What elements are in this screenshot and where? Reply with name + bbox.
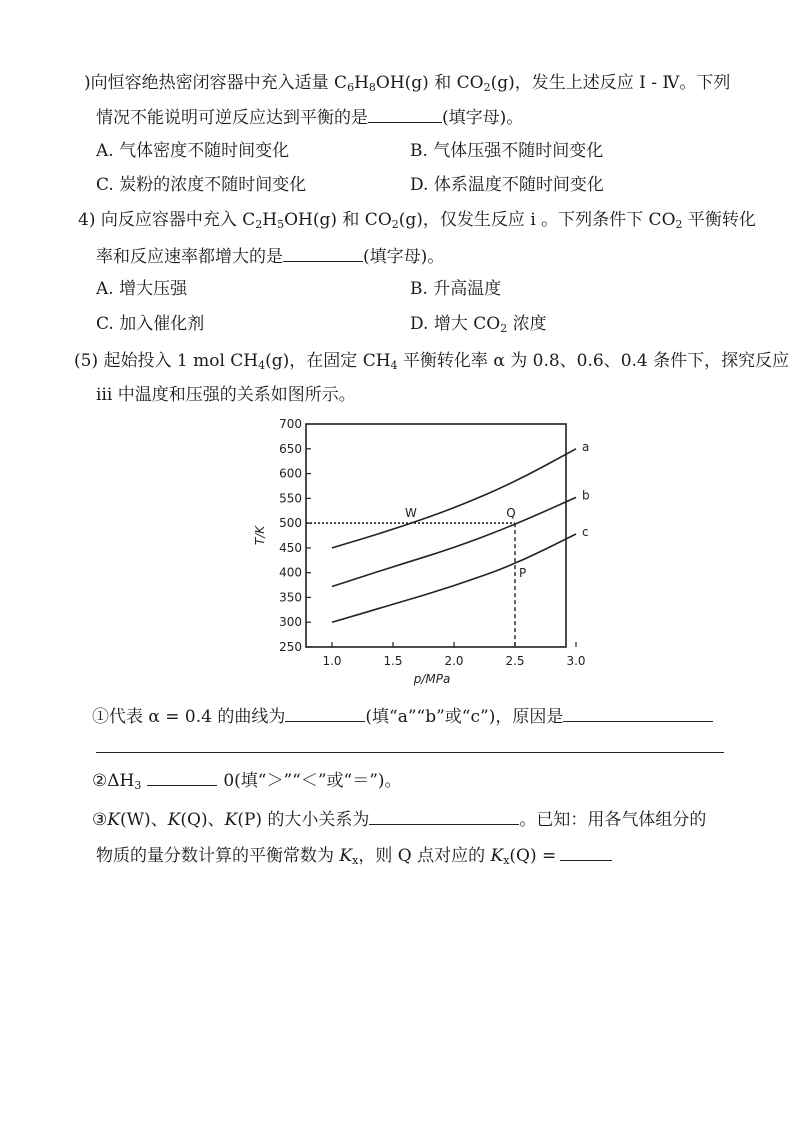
series-line-a	[332, 449, 576, 548]
q5-sub3-text: 。已知：用各气体组分的	[519, 810, 707, 830]
q5-sub2-blank[interactable]	[147, 767, 217, 786]
q4-sub: 2	[675, 218, 683, 231]
q3-line-1	[84, 71, 730, 95]
q4-text: 4) 向反应容器中充入 C	[78, 210, 256, 230]
q3-answer-blank[interactable]	[368, 104, 442, 123]
x-tick-label: 1.0	[322, 654, 342, 668]
q3-option-b: B. 气体压强不随时间变化	[410, 141, 604, 161]
x-tick-label: 3.0	[566, 654, 586, 668]
q3-text: H	[354, 73, 369, 93]
q4-text: (填字母)。	[363, 247, 445, 267]
q5-sub3-k: K	[339, 846, 353, 866]
q4-text: OH(g) 和 CO	[284, 210, 392, 230]
q5-sub2-sub: 3	[134, 779, 142, 792]
y-tick-label: 600	[279, 466, 302, 481]
q5-sub3-k: K	[224, 810, 238, 830]
q3-line-2	[96, 104, 523, 130]
q5-sub3-k: K	[490, 846, 504, 866]
q5-sub3-text: 物质的量分数计算的平衡常数为	[96, 846, 340, 866]
y-tick-label: 550	[279, 491, 302, 506]
x-tick-label: 2.5	[505, 654, 525, 668]
q4-option-b: B. 升高温度	[410, 279, 502, 299]
q5-sub3-text: (Q)、	[180, 810, 225, 830]
q5-sub3-text: ，则 Q 点对应的	[358, 846, 491, 866]
series-label-b: b	[582, 488, 590, 503]
q5-text: (5) 起始投入 1 mol CH	[74, 351, 259, 371]
q5-sub3-line-2	[96, 842, 612, 868]
plot-frame	[306, 424, 566, 647]
q4-line-1	[78, 208, 756, 232]
q4-text: (g)，仅发生反应 ⅰ 。下列条件下 CO	[398, 210, 676, 230]
q5-sub1-curve-blank[interactable]	[285, 703, 365, 722]
q5-sub3-text: (P) 的大小关系为	[237, 810, 370, 830]
q4-text: 率和反应速率都增大的是	[96, 247, 283, 267]
q5-sub1-reason-blank[interactable]	[563, 703, 713, 722]
q5-sub1-text: (填“a”“b”或“c”)，原因是	[365, 707, 564, 727]
q5-sub3-text: (W)、	[119, 810, 168, 830]
q4-option-d-tail: 浓度	[507, 314, 547, 334]
q3-text: (g)，发生上述反应 Ⅰ - Ⅳ。下列	[490, 73, 731, 93]
q3-text: 向恒容绝热密闭容器中充入适量 C	[90, 73, 348, 93]
q5-sub3-text: ③	[92, 810, 108, 830]
y-tick-label: 300	[279, 615, 302, 630]
q4-sub: 5	[277, 218, 285, 231]
q4-option-c: C. 加入催化剂	[96, 314, 205, 334]
q5-line-2: ⅲ 中温度和压强的关系如图所示。	[96, 385, 356, 405]
q5-sub3-kx-blank[interactable]	[560, 842, 612, 861]
q5-sub3-k: K	[107, 810, 120, 830]
q4-line-2	[96, 243, 444, 269]
q4-text: 平衡转化	[682, 210, 756, 230]
y-tick-label: 250	[279, 640, 302, 654]
q3-sub: 8	[368, 81, 376, 94]
temperature-pressure-chart	[0, 410, 800, 710]
q3-option-c: C. 炭粉的浓度不随时间变化	[96, 175, 307, 195]
y-tick-label: 500	[279, 516, 302, 531]
q3-sub: 6	[347, 81, 355, 94]
q4-sub: 2	[500, 322, 508, 335]
q5-sub3-text: (Q) =	[509, 846, 557, 866]
q5-text: (g)，在固定 CH	[265, 351, 391, 371]
q5-sub2-text: ②ΔH	[92, 771, 135, 791]
point-label-Q: Q	[506, 506, 516, 521]
q4-answer-blank[interactable]	[283, 243, 363, 262]
y-tick-label: 700	[279, 417, 302, 431]
series-label-c: c	[582, 525, 589, 540]
q5-line-1	[74, 349, 789, 373]
q4-text: H	[262, 210, 278, 230]
q3-option-a: A. 气体密度不随时间变化	[96, 141, 290, 161]
q3-prefix: )	[84, 73, 91, 93]
q4-sub: 2	[391, 218, 399, 231]
point-label-P: P	[519, 565, 527, 580]
q3-text: OH(g) 和 CO	[375, 73, 484, 93]
q5-sub3-relation-blank[interactable]	[369, 806, 519, 825]
q5-sub1-line	[92, 703, 713, 729]
q5-sub: 4	[258, 359, 266, 372]
q5-sub1-text: ①代表 α = 0.4 的曲线为	[92, 707, 286, 727]
x-tick-label: 2.0	[444, 654, 464, 668]
x-tick-label: 1.5	[383, 654, 403, 668]
q3-sub: 2	[483, 81, 491, 94]
series-label-a: a	[582, 439, 590, 454]
q3-text: 情况不能说明可逆反应达到平衡的是	[96, 108, 368, 128]
y-axis-label: T/K	[253, 525, 267, 546]
y-tick-label: 450	[279, 540, 302, 555]
q5-text: 平衡转化率 α 为 0.8、0.6、0.4 条件下，探究反应	[397, 351, 790, 371]
q4-option-d	[410, 312, 547, 336]
series-line-b	[332, 497, 576, 586]
q4-option-d-text: D. 增大 CO	[410, 314, 501, 334]
q5-sub3-sub: x	[503, 854, 510, 867]
q4-option-a: A. 增大压强	[96, 279, 188, 299]
q5-sub: 4	[390, 359, 398, 372]
q5-sub2-line	[92, 767, 402, 793]
q5-sub2-text: 0(填“＞”“＜”或“＝”)。	[223, 771, 402, 791]
q5-sub3-k: K	[167, 810, 181, 830]
x-axis-label: p/MPa	[413, 672, 451, 686]
q3-option-d: D. 体系温度不随时间变化	[410, 175, 604, 195]
y-tick-label: 350	[279, 590, 302, 605]
y-tick-label: 650	[279, 441, 302, 456]
y-tick-label: 400	[279, 565, 302, 580]
q5-sub1-reason-line[interactable]	[96, 752, 724, 753]
q5-sub3-sub: x	[352, 854, 359, 867]
q3-text: (填字母)。	[442, 108, 524, 128]
point-label-W: W	[405, 506, 417, 521]
q5-sub3-line-1	[92, 806, 706, 832]
q4-sub: 2	[255, 218, 263, 231]
